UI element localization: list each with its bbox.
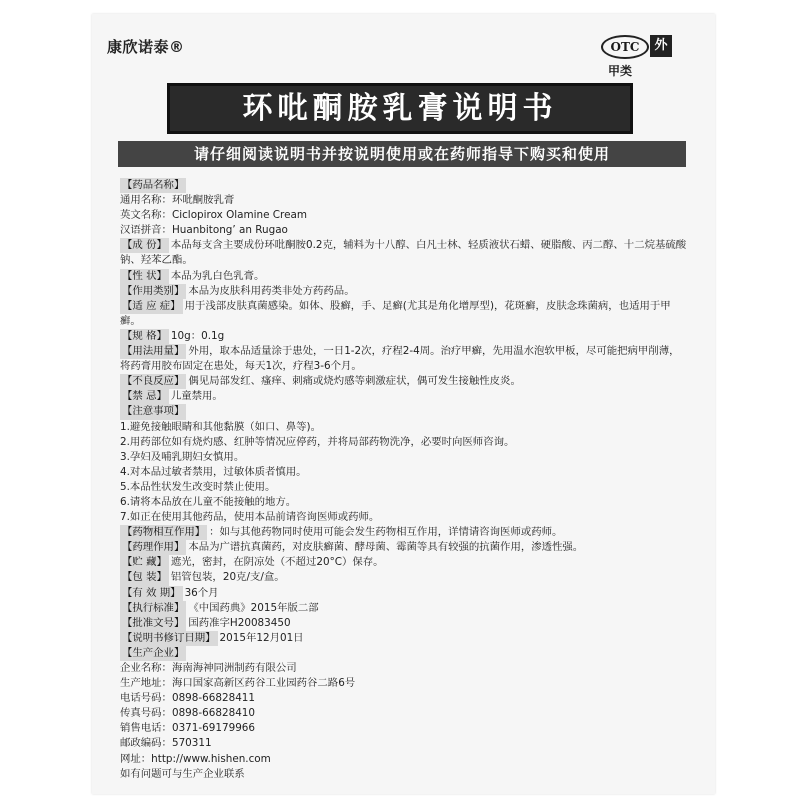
brand-logo: 康欣诺泰® [107, 38, 185, 56]
note-item: 5.本品性状发生改变时禁止使用。 [120, 480, 276, 493]
section-label: 【药理作用】 [120, 540, 186, 555]
section-label: 【作用类别】 [120, 284, 186, 299]
revision-text: 2015年12月01日 [219, 631, 304, 644]
contraindication-text: 儿童禁用。 [170, 390, 223, 403]
postcode: 邮政编码：570311 [120, 737, 212, 750]
leaflet-content [120, 178, 688, 782]
adverse-section [120, 374, 688, 389]
contact-note: 如有问题可与生产企业联系 [120, 767, 245, 780]
external-use-mark: 外 [650, 35, 672, 57]
note-item: 7.如正在使用其他药品，使用本品前请咨询医师或药师。 [120, 511, 380, 524]
adverse-text: 偶见局部发红、瘙痒、刺痛或烧灼感等刺激症状，偶可发生接触性皮炎。 [188, 375, 521, 388]
sales-phone: 销售电话：0371-69179966 [120, 722, 256, 735]
package-text: 铝管包装，20克/支/盒。 [170, 571, 285, 584]
ingredients-section [120, 238, 688, 268]
section-label: 【注意事项】 [120, 404, 186, 419]
standard-section [120, 601, 688, 616]
storage-text: 遮光，密封，在阴凉处（不超过20°C）保存。 [170, 556, 384, 569]
phone-number: 电话号码：0898-66828411 [120, 692, 256, 705]
note-item: 4.对本品过敏者禁用，过敏体质者慎用。 [120, 465, 307, 478]
ingredients-text: 本品每支含主要成份环吡酮胺0.2克，辅料为十八醇、白凡士林、轻质液状石蜡、硬脂酸、丙二醇、十二烷基硫酸钠、羟苯乙酯。 [120, 239, 687, 267]
approval-text: 国药准字H20083450 [188, 616, 291, 629]
section-label: 【禁 忌】 [120, 389, 169, 404]
note-item: 6.请将本品放在儿童不能接触的地方。 [120, 495, 297, 508]
notes-section [120, 404, 688, 419]
storage-section [120, 555, 688, 570]
category-text: 本品为皮肤科用药类非处方药药品。 [188, 284, 355, 297]
section-label: 【药品名称】 [120, 178, 186, 193]
section-label: 【规 格】 [120, 329, 169, 344]
generic-name: 通用名称：环吡酮胺乳膏 [120, 194, 235, 207]
section-label: 【成 份】 [120, 238, 169, 253]
manufacturer-section [120, 646, 688, 661]
section-label: 【有 效 期】 [120, 586, 183, 601]
pharmacology-section [120, 540, 688, 555]
spec-text: 10g：0.1g [170, 329, 225, 342]
category-section [120, 284, 688, 299]
section-label: 【不良反应】 [120, 374, 186, 389]
section-label: 【适 应 症】 [120, 299, 183, 314]
section-label: 【执行标准】 [120, 601, 186, 616]
section-label: 【性 状】 [120, 269, 169, 284]
website: 网址：http://www.hishen.com [120, 752, 271, 765]
standard-text: 《中国药典》2015年版二部 [188, 601, 319, 614]
subtitle-banner: 请仔细阅读说明书并按说明使用或在药师指导下购买和使用 [118, 141, 686, 167]
section-label: 【贮 藏】 [120, 555, 169, 570]
section-label: 【说明书修订日期】 [120, 631, 218, 646]
company-name: 企业名称：海南海神同洲制药有限公司 [120, 662, 297, 674]
interaction-section [120, 525, 688, 540]
fax-number: 传真号码：0898-66828410 [120, 707, 256, 720]
section-label: 【生产企业】 [120, 646, 186, 661]
revision-section [120, 631, 688, 646]
company-address: 生产地址：海口国家高新区药谷工业园药谷二路6号 [120, 677, 356, 690]
english-name: 英文名称：Ciclopirox Olamine Cream [120, 209, 307, 222]
section-label: 【药物相互作用】 [120, 525, 207, 540]
section-label: 【包 装】 [120, 570, 169, 585]
note-item: 3.孕妇及哺乳期妇女慎用。 [120, 450, 245, 463]
approval-section [120, 616, 688, 631]
package-section [120, 570, 688, 585]
validity-text: 36个月 [184, 586, 219, 599]
indication-section [120, 299, 688, 329]
section-label: 【批准文号】 [120, 616, 186, 631]
pinyin-name: 汉语拼音：Huanbitong’ an Rugao [120, 224, 288, 237]
drug-name-section [120, 178, 688, 193]
usage-section [120, 344, 688, 374]
validity-section [120, 586, 688, 601]
page-title: 环吡酮胺乳膏说明书 [167, 83, 633, 134]
pharmacology-text: 本品为广谱抗真菌药，对皮肤癣菌、酵母菌、霉菌等具有较强的抗菌作用，渗透性强。 [188, 541, 584, 554]
contraindication-section [120, 389, 688, 404]
appearance-text: 本品为乳白色乳膏。 [170, 269, 265, 282]
appearance-section [120, 269, 688, 284]
otc-oval: OTC [601, 35, 649, 59]
indication-text: 用于浅部皮肤真菌感染。如体、股癣，手、足癣(尤其是角化增厚型)，花斑癣，皮肤念珠菌病，也适用于甲癣。 [120, 299, 671, 327]
otc-class-label: 甲类 [608, 64, 633, 78]
note-item: 1.避免接触眼睛和其他黏膜（如口、鼻等)。 [120, 420, 321, 433]
section-label: 【用法用量】 [120, 344, 186, 359]
spec-section [120, 329, 688, 344]
usage-text: 外用，取本品适量涂于患处，一日1-2次，疗程2-4周。治疗甲癣，先用温水泡软甲板，尽可能把病甲削薄，将药膏用胶布固定在患处，每天1次，疗程3-6个月。 [120, 345, 680, 373]
interaction-text: ：如与其他药物同时使用可能会发生药物相互作用，详情请咨询医师或药师。 [209, 526, 563, 539]
note-item: 2.用药部位如有烧灼感、红肿等情况应停药，并将局部药物洗净，必要时向医师咨询。 [120, 435, 515, 448]
